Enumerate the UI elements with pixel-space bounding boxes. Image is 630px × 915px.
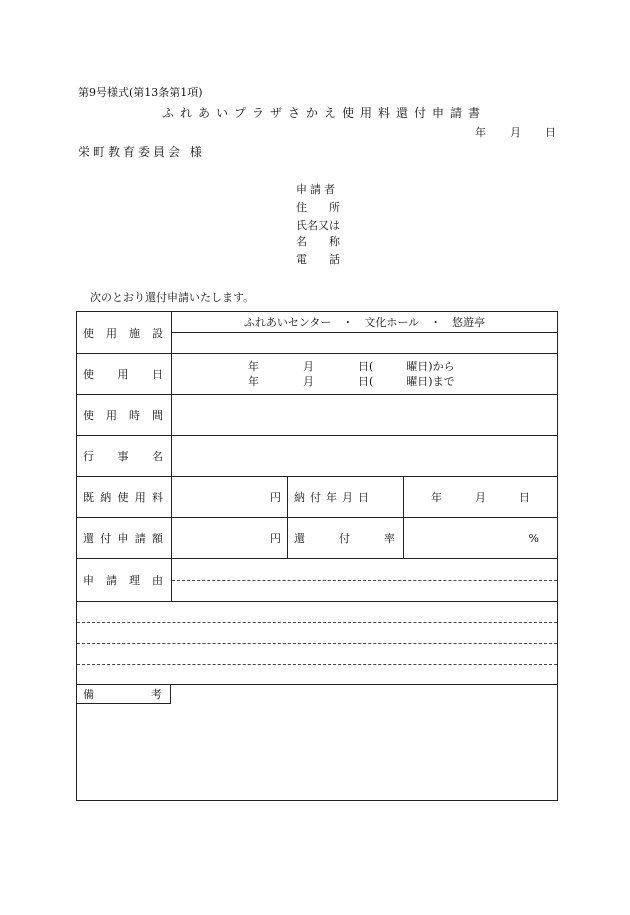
facility-options[interactable]: ふれあいセンター ・ 文化ホール ・ 悠遊亭: [172, 312, 558, 333]
application-table: [76, 311, 558, 801]
percent-unit: %: [528, 531, 539, 545]
refund-amount-field[interactable]: [172, 518, 288, 559]
yen-unit: 円: [270, 491, 281, 504]
date-day: 日: [545, 126, 556, 139]
addressee: 栄町教育委員会 様: [78, 145, 205, 159]
reason-label: 申請理由: [77, 559, 172, 602]
intro-text: 次のとおり還付申請いたします。: [90, 291, 255, 304]
use-date-label: 使用日: [77, 354, 172, 395]
remarks-field[interactable]: [77, 685, 558, 801]
refund-amount-label: 還付申請額: [77, 518, 172, 559]
applicant-phone-label: 電 話: [296, 253, 340, 266]
date-month: 月: [510, 126, 521, 139]
reason-continuation[interactable]: [77, 602, 558, 685]
form-number: 第9号様式(第13条第1項): [78, 86, 203, 99]
use-time-field[interactable]: [172, 395, 558, 436]
remarks-label: 備考: [77, 685, 171, 704]
payment-date-field[interactable]: 年 月 日: [404, 477, 558, 518]
reason-field[interactable]: [172, 559, 558, 602]
applicant-name-label-2: 名 称: [296, 235, 340, 248]
applicant-address-label: 住 所: [296, 201, 340, 214]
facility-label: 使用施設: [77, 312, 172, 354]
refund-rate-label: 還付率: [288, 518, 404, 559]
use-date-to: 年 月 日( 曜日)まで: [248, 375, 455, 388]
applicant-label: 申請者: [296, 183, 338, 196]
refund-rate-field[interactable]: [404, 518, 558, 559]
document-title: ふれあいプラザさかえ使用料還付申請書: [162, 106, 487, 120]
applicant-name-label: 氏名又は: [296, 219, 340, 232]
use-date-field[interactable]: [172, 354, 558, 395]
yen-unit: 円: [270, 532, 281, 545]
event-name-field[interactable]: [172, 436, 558, 477]
paid-fee-field[interactable]: [172, 477, 288, 518]
payment-date-label: 納付年月日: [288, 477, 404, 518]
use-time-label: 使用時間: [77, 395, 172, 436]
use-date-from: 年 月 日( 曜日)から: [248, 360, 455, 373]
event-name-label: 行事名: [77, 436, 172, 477]
paid-fee-label: 既納使用料: [77, 477, 172, 518]
facility-blank[interactable]: [172, 333, 558, 354]
date-year: 年: [475, 126, 486, 139]
